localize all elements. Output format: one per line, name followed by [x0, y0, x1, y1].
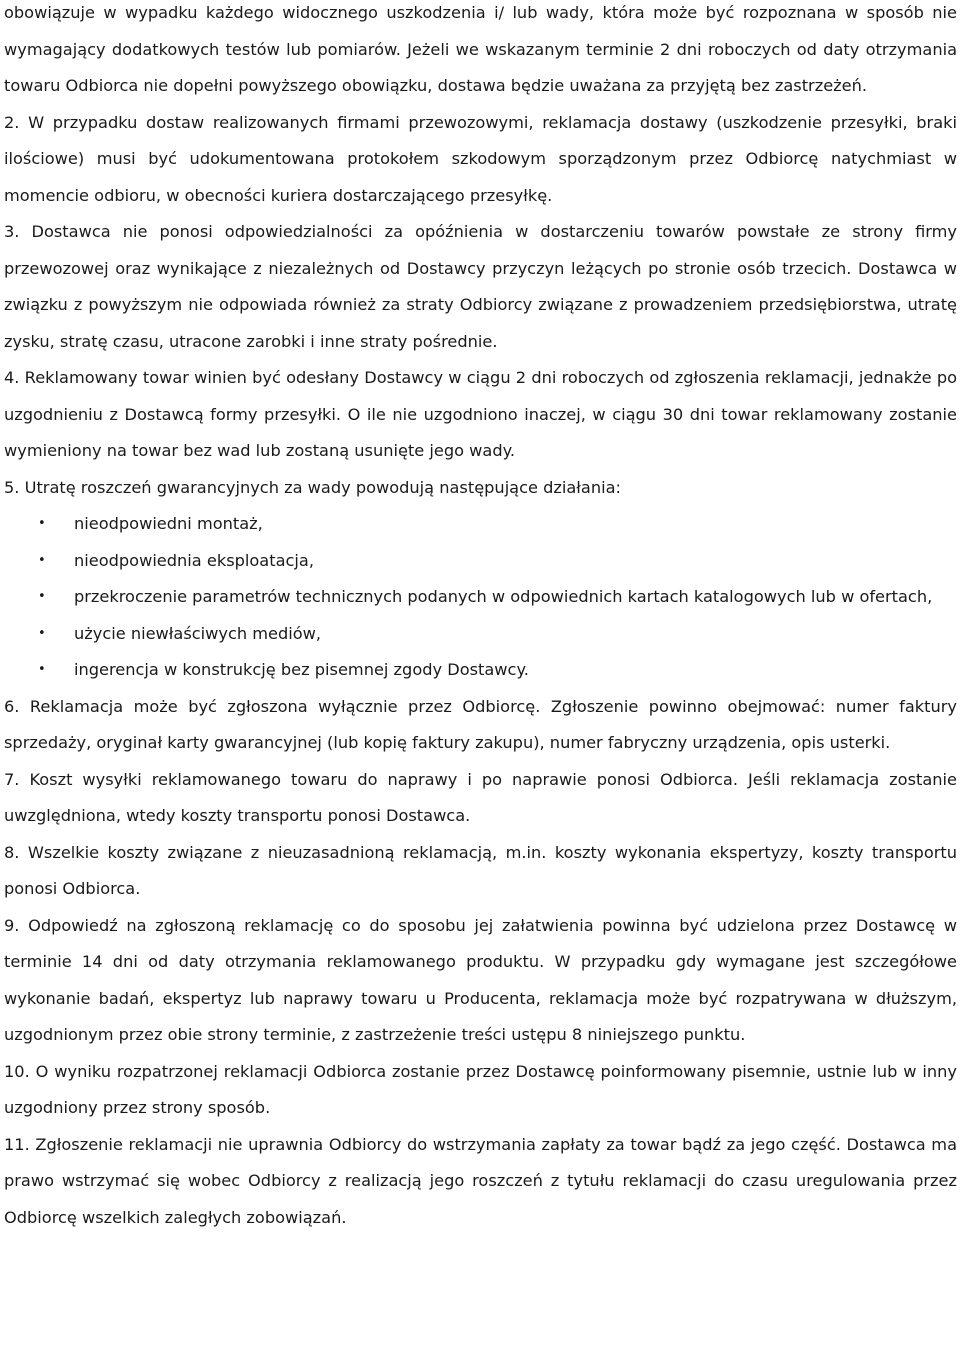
list-item: [4, 652, 957, 689]
paragraph-10: 10. O wyniku rozpatrzonej reklamacji Odbiorca zostanie przez Dostawcę poinformowany pisemnie, ustnie lub w inny uzgodniony przez strony sposób.: [4, 1061, 957, 1117]
paragraph-2: 2. W przypadku dostaw realizowanych firmami przewozowymi, reklamacja dostawy (uszkodzenie przesyłki, braki ilościowe) musi być udokumentowana protokołem szkodowym sporządzonym przez Odbiorcę natychmiast w momencie odbioru, w obecności kuriera dostarczającego przesyłkę.: [4, 112, 957, 205]
bullet-icon: •: [38, 662, 46, 677]
warranty-exclusions-list: [4, 506, 957, 689]
list-item-text: nieodpowiedni montaż,: [74, 514, 263, 533]
paragraph-7: 7. Koszt wysyłki reklamowanego towaru do naprawy i po naprawie ponosi Odbiorca. Jeśli reklamacja zostanie uwzględniona, wtedy koszty transportu ponosi Dostawca.: [4, 769, 957, 825]
list-item: [4, 579, 957, 616]
list-item-text: użycie niewłaściwych mediów,: [74, 623, 322, 643]
list-item-text: nieodpowiednia eksploatacja,: [74, 550, 314, 570]
list-item-text: przekroczenie parametrów technicznych podanych w odpowiednich kartach katalogowych lub w ofertach,: [74, 587, 933, 606]
list-item: [4, 543, 957, 580]
paragraph-11: 11. Zgłoszenie reklamacji nie uprawnia Odbiorcy do wstrzymania zapłaty za towar bądź za jego część. Dostawca ma prawo wstrzymać się wobec Odbiorcy z realizacją jego roszczeń z tytułu reklamacji do czasu uregulowania przez Odbiorcę wszelkich zaległych zobowiązań.: [4, 1134, 957, 1227]
bullet-icon: •: [38, 625, 46, 641]
list-item: [4, 506, 957, 543]
bullet-icon: •: [38, 552, 46, 568]
paragraph-8: 8. Wszelkie koszty związane z nieuzasadnioną reklamacją, m.in. koszty wykonania ekspertyzy, koszty transportu ponosi Odbiorca.: [4, 842, 957, 898]
paragraph-9: 9. Odpowiedź na zgłoszoną reklamację co do sposobu jej załatwienia powinna być udzielona przez Dostawcę w terminie 14 dni od daty otrzymania reklamowanego produktu. W przypadku gdy wymagane jest szczegółowe wykonanie badań, ekspertyz lub naprawy towaru u Producenta, reklamacja może być rozpatrywana w dłuższym, uzgodnionym przez obie strony terminie, z zastrzeżenie treści ustępu 8 niniejszego punktu.: [4, 915, 957, 1044]
document-page: [4, 0, 957, 1236]
paragraph-3: 3. Dostawca nie ponosi odpowiedzialności za opóźnienia w dostarczeniu towarów powstałe ze strony firmy przewozowej oraz wynikające z niezależnych od Dostawcy przyczyn leżących po stronie osób trzecich. Dostawca w związku z powyższym nie odpowiada również za straty Odbiorcy związane z prowadzeniem przedsiębiorstwa, utratę zysku, stratę czasu, utracone zarobki i inne straty pośrednie.: [4, 222, 957, 351]
paragraph-4: 4. Reklamowany towar winien być odesłany Dostawcy w ciągu 2 dni roboczych od zgłoszenia reklamacji, jednakże po uzgodnieniu z Dostawcą formy przesyłki. O ile nie uzgodniono inaczej, w ciągu 30 dni towar reklamowany zostanie wymieniony na towar bez wad lub zostaną usunięte jego wady.: [4, 368, 957, 460]
list-item-text: ingerencja w konstrukcję bez pisemnej zgody Dostawcy.: [74, 660, 529, 679]
paragraph-5: 5. Utratę roszczeń gwarancyjnych za wady powodują następujące działania:: [4, 477, 621, 497]
list-item: [4, 616, 957, 653]
paragraph-6: 6. Reklamacja może być zgłoszona wyłącznie przez Odbiorcę. Zgłoszenie powinno obejmować: numer faktury sprzedaży, oryginał karty gwarancyjnej (lub kopię faktury zakupu), numer fabryczny urządzenia, opis usterki.: [4, 696, 957, 752]
bullet-icon: •: [38, 589, 46, 604]
bullet-icon: •: [38, 516, 46, 531]
paragraph-intro: obowiązuje w wypadku każdego widocznego uszkodzenia i/ lub wady, która może być rozpoznana w sposób nie wymagający dodatkowych testów lub pomiarów. Jeżeli we wskazanym terminie 2 dni roboczych od daty otrzymania towaru Odbiorca nie dopełni powyższego obowiązku, dostawa będzie uważana za przyjętą bez zastrzeżeń.: [4, 3, 957, 95]
